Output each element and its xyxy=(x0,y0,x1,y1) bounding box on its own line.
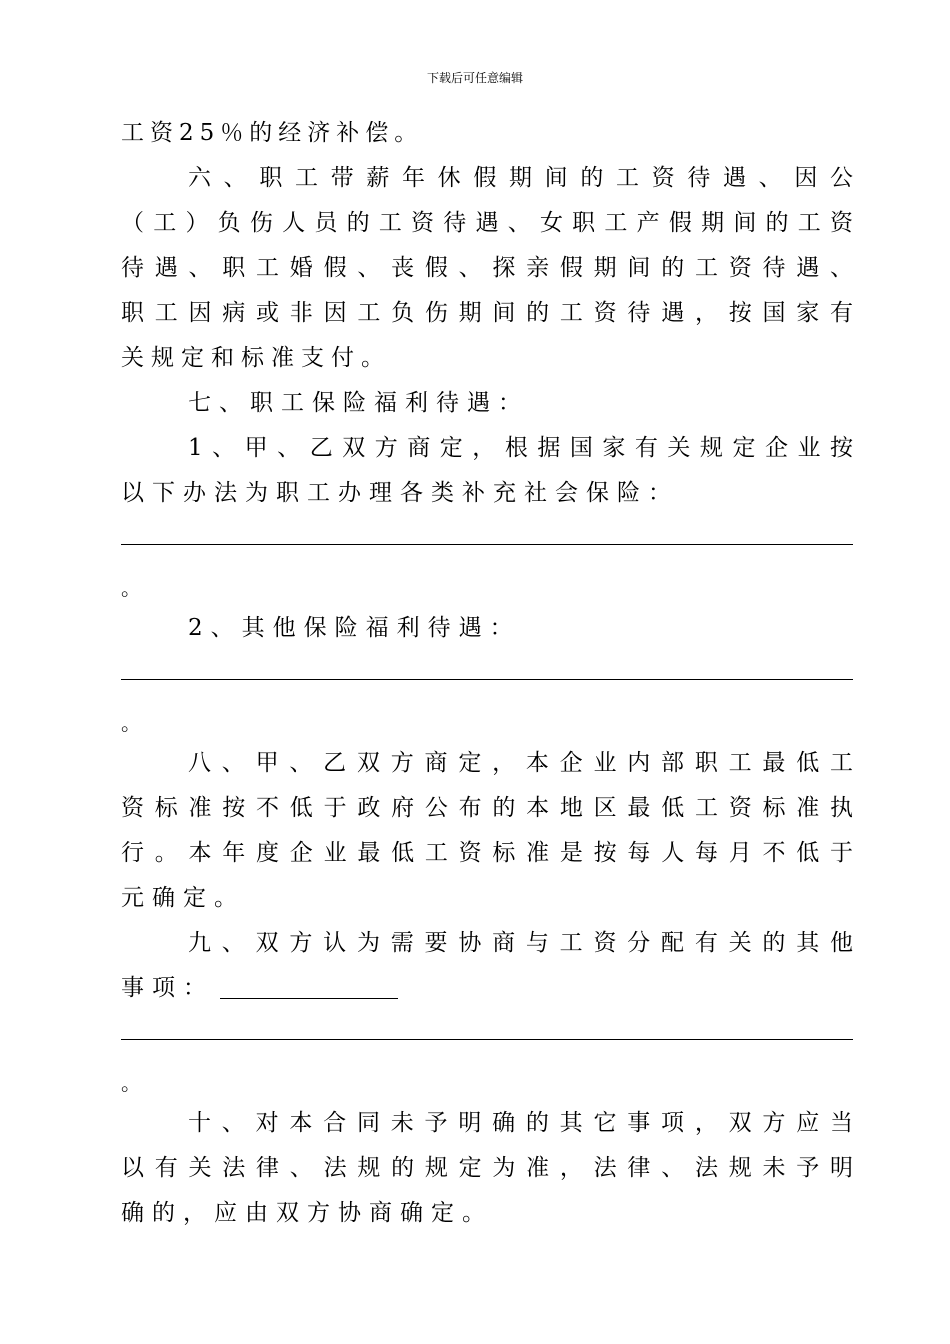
body-line: 资标准按不低于政府公布的本地区最低工资标准执 xyxy=(121,795,864,821)
body-line: 元确定。 xyxy=(121,885,245,911)
period-mark: 。 xyxy=(121,711,141,735)
section-7-heading: 七、职工保险福利待遇： xyxy=(188,390,529,416)
body-line: 行。本年度企业最低工资标准是按每人每月不低于 xyxy=(121,840,864,866)
fill-in-blank-line xyxy=(121,544,853,545)
fill-in-blank-line xyxy=(121,1039,853,1040)
section-6-line: 六、职工带薪年休假期间的工资待遇、因公 xyxy=(188,165,866,191)
fill-in-blank-line xyxy=(121,679,853,680)
body-line: 以下办法为职工办理各类补充社会保险： xyxy=(121,480,679,506)
matters-line xyxy=(121,973,398,1003)
section-10-line: 十、对本合同未予明确的其它事项，双方应当 xyxy=(188,1110,864,1136)
body-line: 以有关法律、法规的规定为准，法律、法规未予明 xyxy=(121,1155,864,1181)
period-mark: 。 xyxy=(121,576,141,600)
item-2-line: 2、其他保险福利待遇： xyxy=(188,615,521,641)
page-header: 下载后可任意编辑 xyxy=(426,71,523,85)
period-mark: 。 xyxy=(121,1071,141,1095)
body-line: 工资25％的经济补偿。 xyxy=(121,120,424,146)
body-line: 待遇、职工婚假、丧假、探亲假期间的工资待遇、 xyxy=(121,255,864,281)
fill-in-blank-short xyxy=(220,998,398,999)
body-line: 关规定和标准支付。 xyxy=(121,345,391,371)
body-line: 确的，应由双方协商确定。 xyxy=(121,1200,493,1226)
item-1-line: 1、甲、乙双方商定，根据国家有关规定企业按 xyxy=(188,435,863,461)
section-9-line: 九、双方认为需要协商与工资分配有关的其他 xyxy=(188,930,864,956)
body-line: 职工因病或非因工负伤期间的工资待遇，按国家有 xyxy=(121,300,864,326)
section-8-line: 八、甲、乙双方商定，本企业内部职工最低工 xyxy=(188,750,864,776)
body-line: （工）负伤人员的工资待遇、女职工产假期间的工资 xyxy=(121,210,863,236)
matters-label: 事项： xyxy=(121,975,214,1001)
